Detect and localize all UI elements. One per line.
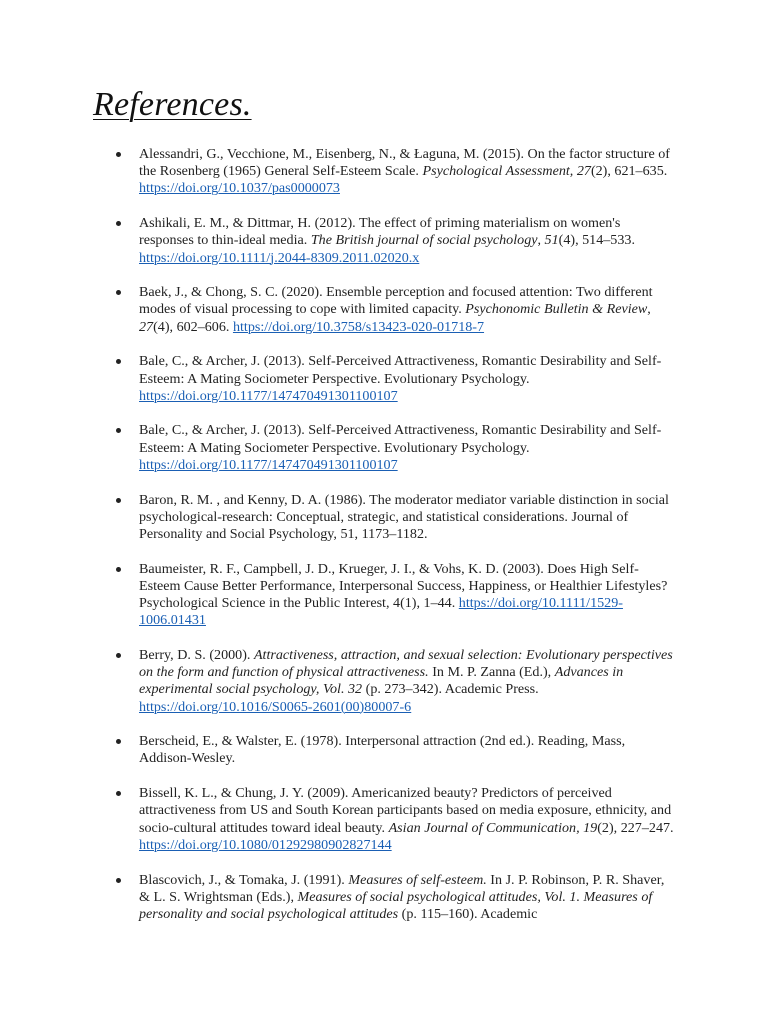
reference-text: Baek, J., & Chong, S. C. (2020). Ensemble perception and focused attention: Two different modes of visual processing to cope with limited capacity. [139,284,653,318]
bullet-icon [116,290,121,295]
reference-item [0,492,677,544]
reference-list [0,146,768,941]
reference-italic-text: 51 [544,232,559,249]
reference-text: Baron, R. M. , and Kenny, D. A. (1986). The moderator mediator variable distinction in social psychological-research: Conceptual, strategic, and statistical considerations. Journal of Personality and Social Psychology, 51, 1173–1182. [139,491,669,542]
doi-link[interactable]: https://doi.org/10.1111/1529-1006.01431 [139,595,623,629]
bullet-icon [116,221,121,226]
reference-text: , [537,232,545,249]
reference-text: Berscheid, E., & Walster, E. (1978). Interpersonal attraction (2nd ed.). Reading, Mass, Addison-Wesley. [139,733,626,767]
reference-item [0,872,677,924]
reference-item [0,215,677,267]
reference-italic-text: Advances in experimental social psychology, Vol. 32 [139,664,624,698]
doi-link[interactable]: https://doi.org/10.1037/pas0000073 [139,180,340,197]
doi-link[interactable]: https://doi.org/10.1016/S0065-2601(00)80007-6 [139,698,412,715]
reference-text: (2), 621–635. [590,163,668,180]
doi-link[interactable]: https://doi.org/10.1177/147470491301100107 [139,387,398,404]
reference-item [0,561,677,630]
reference-item [0,733,677,767]
reference-italic-text: The British journal of social psychology [310,232,538,249]
reference-item [0,647,677,716]
reference-text: Blascovich, J., & Tomaka, J. (1991). [139,871,349,888]
reference-item [0,422,677,474]
reference-item [0,785,677,854]
reference-text: (p. 115–160). Academic [398,905,538,922]
reference-text: Ashikali, E. M., & Dittmar, H. (2012). The effect of priming materialism on women's responses to thin-ideal media. [139,215,621,249]
reference-text: Bale, C., & Archer, J. (2013). Self-Perceived Attractiveness, Romantic Desirability and Self-Esteem: A Mating Sociometer Perspective. Evolutionary Psychology. [139,422,662,456]
reference-italic-text: 27 [139,318,154,335]
doi-link[interactable]: https://doi.org/10.1111/j.2044-8309.2011.02020.x [139,249,420,266]
bullet-icon [116,152,121,157]
bullet-icon [116,653,121,658]
reference-item [0,353,677,405]
reference-text: Alessandri, G., Vecchione, M., Eisenberg, N., & Łaguna, M. (2015). On the factor structure of the Rosenberg (1965) General Self-Esteem Scale. [139,146,670,180]
reference-text: In J. P. Robinson, P. R. Shaver, & L. S. Wrightsman (Eds.), [139,871,665,905]
reference-text: Baumeister, R. F., Campbell, J. D., Krueger, J. I., & Vohs, K. D. (2003). Does High Self-Esteem Cause Better Performance, Interpersonal Success, Happiness, or Healthier Lifestyles? Psychological Science in the Public Interest, 4(1), 1–44. [139,560,668,612]
doi-link[interactable]: https://doi.org/10.3758/s13423-020-01718-7 [232,318,485,335]
page-title: References. [93,86,252,123]
reference-text: In M. P. Zanna (Ed.), [428,664,555,681]
reference-text: (4), 602–606. [153,318,233,335]
bullet-icon [116,791,121,796]
bullet-icon [116,359,121,364]
reference-italic-text: Psychological Assessment, 27 [422,163,591,180]
reference-italic-text: Asian Journal of Communication, 19 [388,819,598,836]
reference-item [0,284,677,336]
reference-item [0,146,677,198]
bullet-icon [116,428,121,433]
reference-italic-text: Measures of social psychological attitudes, Vol. 1. Measures of personality and social psychological attitudes [139,888,653,922]
bullet-icon [116,878,121,883]
reference-italic-text: Psychonomic Bulletin & Review [465,301,648,318]
doi-link[interactable]: https://doi.org/10.1080/01292980902827144 [139,836,392,853]
reference-text: (p. 273–342). Academic Press. [362,681,539,698]
reference-italic-text: Attractiveness, attraction, and sexual selection: Evolutionary perspectives on the form and function of physical attractiveness. [139,646,673,681]
bullet-icon [116,498,121,503]
bullet-icon [116,567,121,572]
reference-text: (2), 227–247. [597,819,674,836]
doi-link[interactable]: https://doi.org/10.1177/147470491301100107 [139,456,398,473]
reference-text: (4), 514–533. [558,232,635,249]
reference-text: Berry, D. S. (2000). [139,646,254,663]
reference-text: , [647,301,651,318]
reference-italic-text: Measures of self-esteem. [348,871,487,888]
reference-text: Bale, C., & Archer, J. (2013). Self-Perceived Attractiveness, Romantic Desirability and Self-Esteem: A Mating Sociometer Perspective. Evolutionary Psychology. [139,353,662,387]
reference-text: Bissell, K. L., & Chung, J. Y. (2009). Americanized beauty? Predictors of perceived attractiveness from US and South Korean participants based on media exposure, ethnicity, and socio-cultural attitudes toward ideal beauty. [139,785,672,836]
bullet-icon [116,739,121,744]
